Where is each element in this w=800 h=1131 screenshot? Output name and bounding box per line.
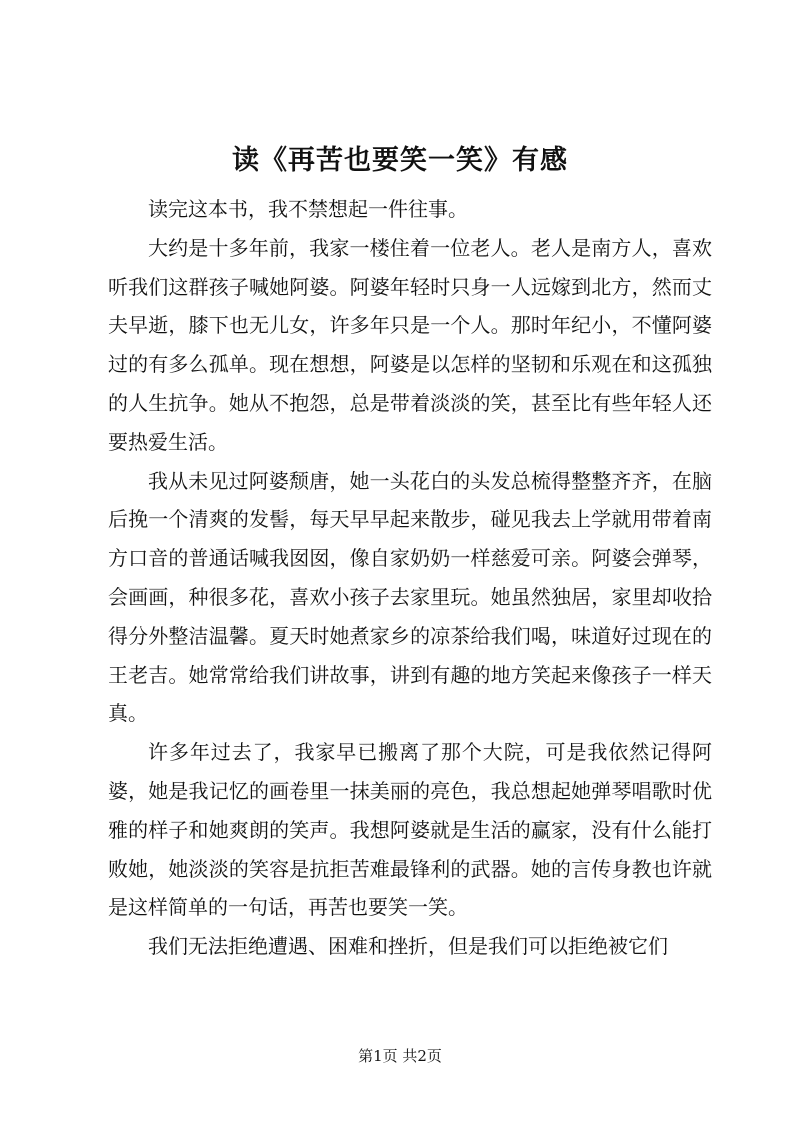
paragraph: 大约是十多年前，我家一楼住着一位老人。老人是南方人，喜欢听我们这群孩子喊她阿婆。阿婆年轻时只身一人远嫁到北方，然而丈夫早逝，膝下也无儿女，许多年只是一个人。那时年纪小，不懂阿婆过的有多么孤单。现在想想，阿婆是以怎样的坚韧和乐观在和这孤独的人生抗争。她从不抱怨，总是带着淡淡的笑，甚至比有些年轻人还要热爱生活。: [108, 235, 712, 454]
paragraph: 许多年过去了，我家早已搬离了那个大院，可是我依然记得阿婆，她是我记忆的画卷里一抹美丽的亮色，我总想起她弹琴唱歌时优雅的样子和她爽朗的笑声。我想阿婆就是生活的赢家，没有什么能打败她，她淡淡的笑容是抗拒苦难最锋利的武器。她的言传身教也许就是这样简单的一句话，再苦也要笑一笑。: [108, 740, 712, 920]
paragraph: 我从未见过阿婆颓唐，她一头花白的头发总梳得整整齐齐，在脑后挽一个清爽的发髻，每天早早起来散步，碰见我去上学就用带着南方口音的普通话喊我囡囡，像自家奶奶一样慈爱可亲。阿婆会弹琴，会画画，种很多花，喜欢小孩子去家里玩。她虽然独居，家里却收拾得分外整洁温馨。夏天时她煮家乡的凉茶给我们喝，味道好过现在的王老吉。她常常给我们讲故事，讲到有趣的地方笑起来像孩子一样天真。: [108, 468, 712, 726]
paragraph: 读完这本书，我不禁想起一件往事。: [148, 197, 468, 221]
document-title: 读《再苦也要笑一笑》有感: [232, 145, 568, 176]
page-footer: 第1页 共2页: [358, 1047, 442, 1065]
document-body: [108, 190, 712, 966]
paragraph: 我们无法拒绝遭遇、困难和挫折，但是我们可以拒绝被它们: [148, 934, 668, 959]
